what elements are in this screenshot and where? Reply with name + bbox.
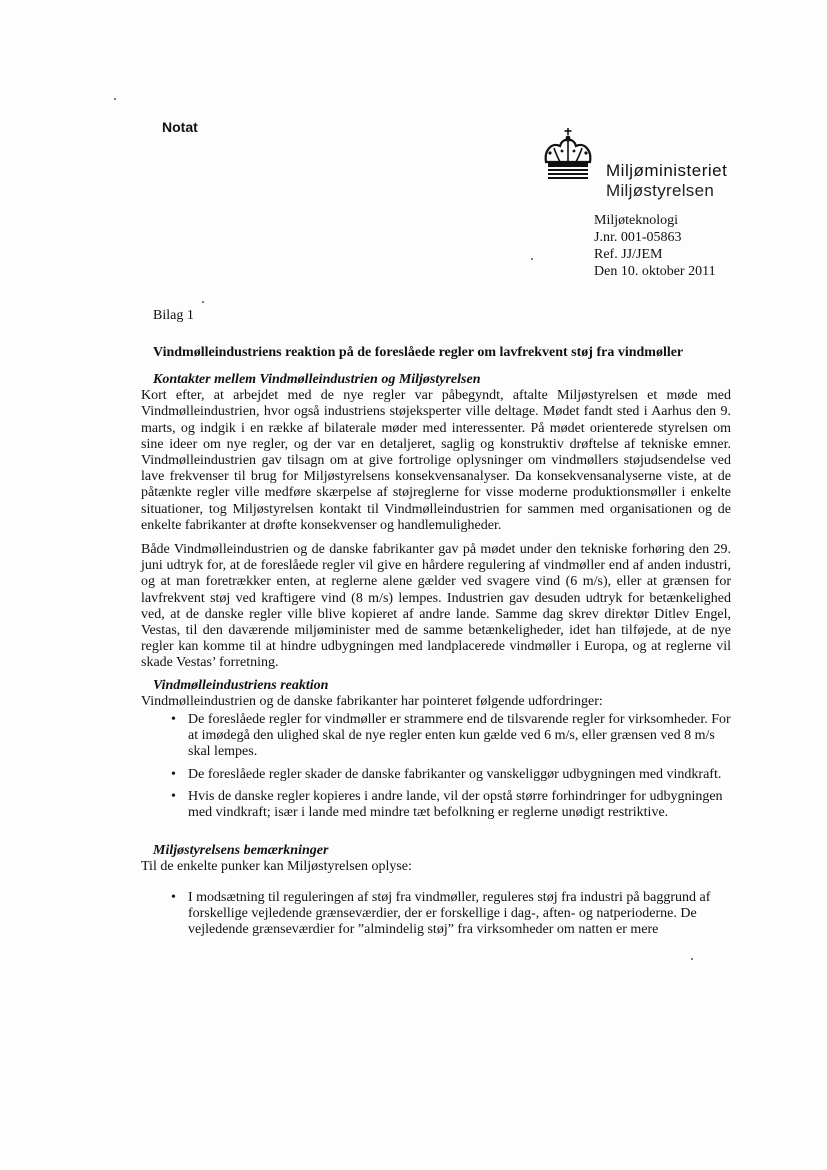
date: Den 10. oktober 2011 (594, 264, 716, 279)
reference-block (594, 212, 716, 280)
section-heading-remarks: Miljøstyrelsens bemærkninger (153, 843, 329, 859)
paragraph: Kort efter, at arbejdet med de nye regler var påbegyndt, aftalte Miljøstyrelsen et møde med Vindmølleindustrien, hvor også industriens støjeksperter ville deltage. Mødet fandt sted i Aarhus den 9. marts, og indgik i en række af bilaterale møder med interessenter. På mødet orienterede styrelsen om sine ideer om nye regler, og der var en detaljeret, saglig og konstruktiv drøftelse af tekniske emner. Vindmølleindustrien gav tilsagn om at give fortrolige oplysninger om vindmøllers støjudsendelse ved lave frekvenser til brug for Miljøstyrelsens konsekvensanalyser. Da konsekvensanalyserne viste, at de påtænkte regler ville medføre skærpelse af støjreglerne for visse moderne produktionsmøller i enkelte situationer, tog Miljøstyrelsen kontakt til Vindmølleindustrien for sammen med organisationen og de enkelte fabrikanter at drøfte konsekvenser og handlemuligheder. (141, 388, 731, 533)
list-item: • De foreslåede regler for vindmøller er strammere end de tilsvarende regler for virksomheder. For at imødegå den ulighed skal de nye regler enten kun gælde ved 6 m/s, eller grænsen ved 8 m/s skal lempes. (171, 712, 731, 760)
paragraph: Til de enkelte punker kan Miljøstyrelsen oplyse: (141, 859, 412, 875)
list-item: • De foreslåede regler skader de danske fabrikanter og vanskeliggør udbygningen med vindkraft. (171, 766, 722, 782)
bullet-icon: • (171, 766, 176, 782)
list-item: • Hvis de danske regler kopieres i andre lande, vil der opstå større forhindringer for udbygningen med vindkraft; især i lande med mindre tæt befolkning er reglerne unødigt restriktive. (171, 788, 723, 821)
notat-label: Notat (162, 119, 198, 135)
document-body (141, 372, 731, 948)
section-heading-reaction: Vindmølleindustriens reaktion (153, 677, 329, 693)
ministry-name: Miljøministeriet (606, 161, 728, 180)
bullet-list (141, 712, 731, 821)
list-item: • I modsætning til reguleringen af støj fra vindmøller, reguleres støj fra industri på baggrund af forskellige vejledende grænseværdier, der er forskellige i dag-, aften- og natperioderne. De vejledende grænseværdier for ”almindelig støj” fra virksomheder om natten er mere (171, 889, 711, 938)
scan-speck (531, 258, 533, 260)
scan-speck (202, 301, 204, 303)
appendix-label: Bilag 1 (153, 308, 194, 323)
bullet-icon: • (171, 889, 176, 905)
journal-number: J.nr. 001-05863 (594, 230, 682, 245)
section-heading-contacts: Kontakter mellem Vindmølleindustrien og Miljøstyrelsen (153, 372, 481, 387)
paragraph: Vindmølleindustrien og de danske fabrikanter har pointeret følgende udfordringer: (141, 693, 603, 709)
document-title: Vindmølleindustriens reaktion på de foreslåede regler om lavfrekvent støj fra vindmøller (153, 345, 684, 360)
department: Miljøteknologi (594, 213, 678, 228)
crown-logo-icon (538, 126, 598, 184)
organisation-block (606, 161, 727, 201)
reference: Ref. JJ/JEM (594, 247, 663, 262)
bullet-icon: • (171, 712, 176, 728)
agency-name: Miljøstyrelsen (606, 181, 715, 200)
paragraph: Både Vindmølleindustrien og de danske fabrikanter gav på mødet under den tekniske forhøring den 29. juni udtryk for, at de foreslåede regler vil give en hårdere regulering af vindmøller end af anden industri, og at man foretrækker enten, at reglerne alene gælder ved svagere vind (6 m/s), eller at grænsen for lavfrekvent støj ved kraftigere vind (8 m/s) lempes. Industrien gav desuden udtryk for betænkelighed ved, at de danske regler ville blive kopieret af andre lande. Samme dag skrev direktør Ditlev Engel, Vestas, til den daværende miljøminister med de samme betænkeligheder, idet han tilføjede, at de nye regler kan komme til at hindre udbygningen med landplacerede vindmøller i Europa, og at reglerne vil skade Vestas’ forretning. (141, 542, 731, 671)
scan-speck (691, 958, 693, 960)
bullet-list (141, 890, 731, 939)
bullet-icon: • (171, 788, 176, 804)
scan-speck (114, 98, 116, 100)
